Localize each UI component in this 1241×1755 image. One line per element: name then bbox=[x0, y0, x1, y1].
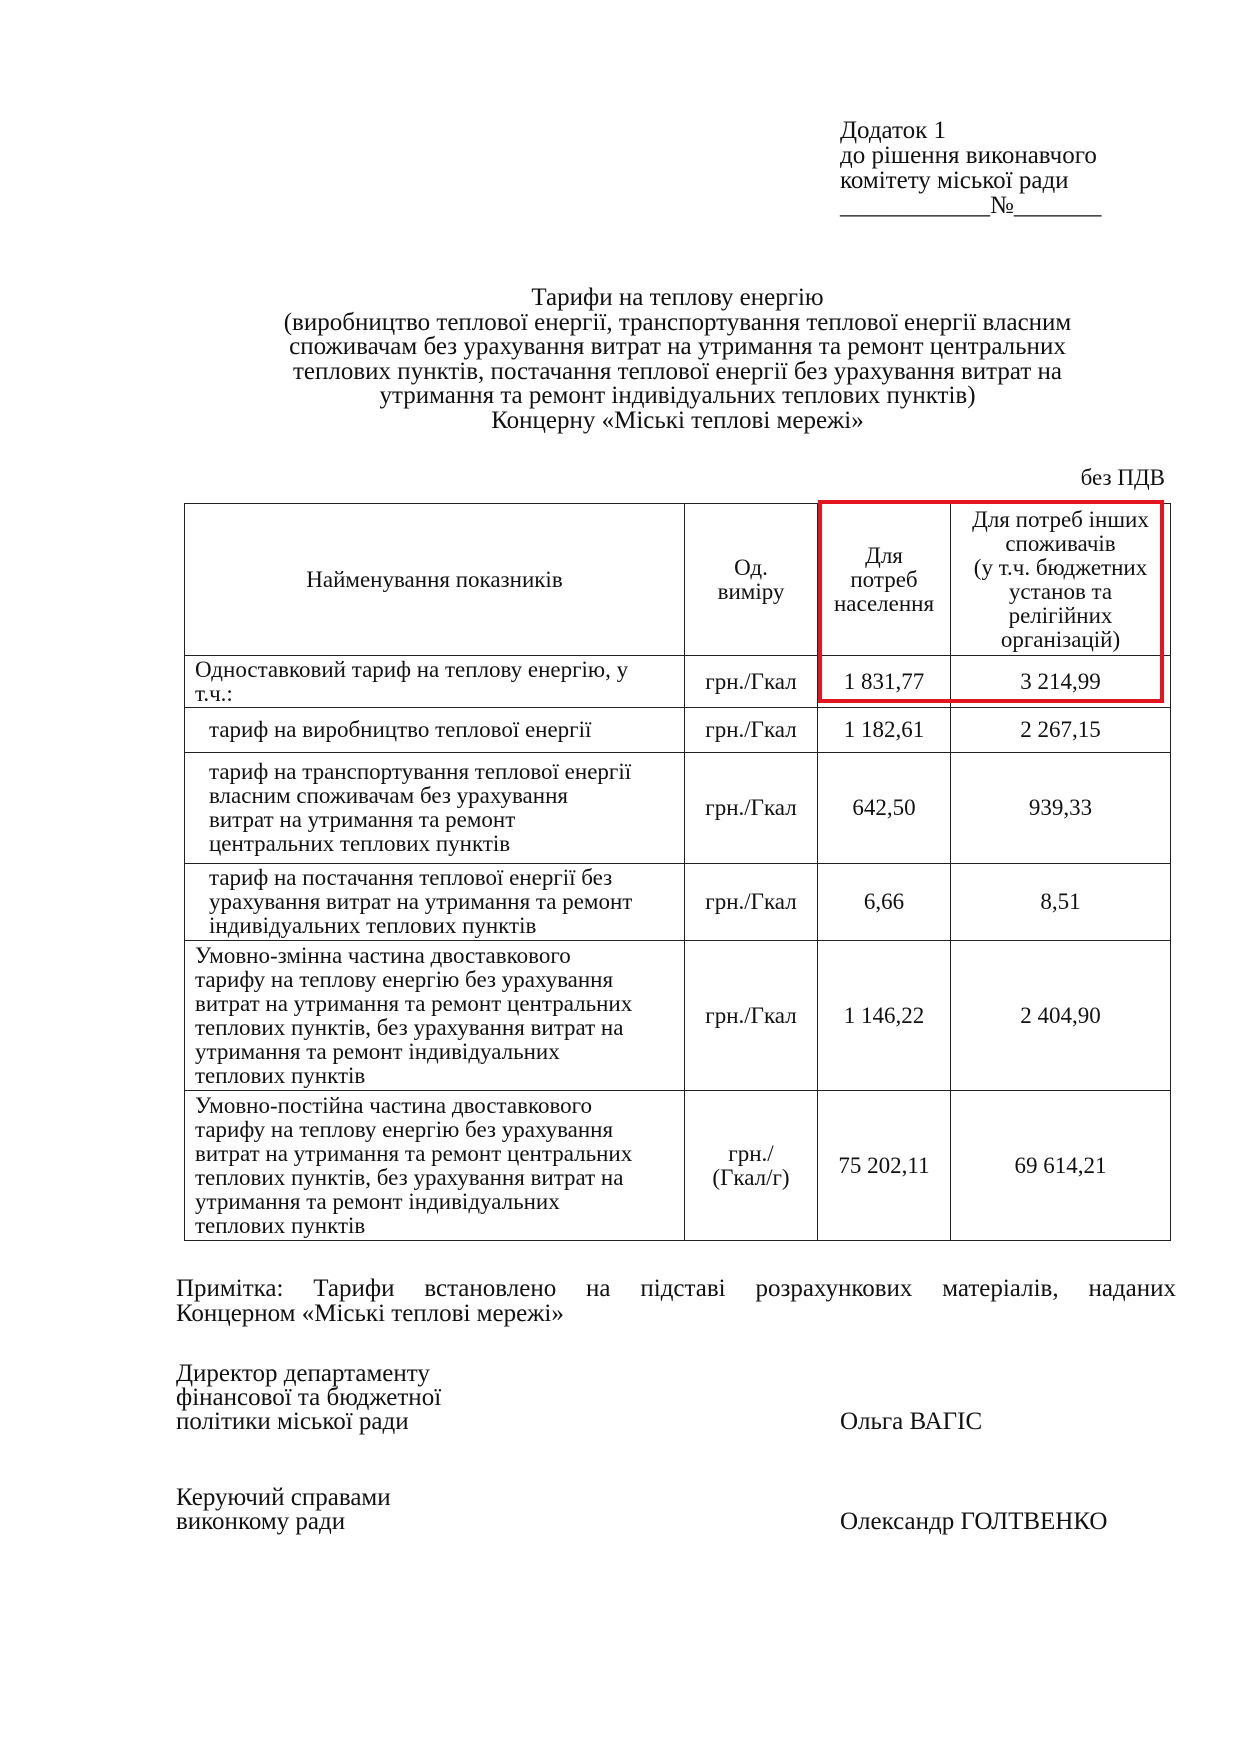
manager-title: Керуючий справами виконкому ради bbox=[176, 1484, 391, 1535]
header-name: Найменування показників bbox=[185, 504, 685, 656]
row-unit: грн./Гкал bbox=[685, 753, 818, 864]
table-row bbox=[185, 864, 1171, 941]
title-line: (виробництво теплової енергії, транспортування теплової енергії власним bbox=[283, 308, 1072, 336]
vat-note: без ПДВ bbox=[1080, 465, 1165, 490]
row-unit: грн./ (Гкал/г) bbox=[685, 1091, 818, 1241]
row-population-value: 1 146,22 bbox=[818, 941, 951, 1091]
table-row bbox=[185, 753, 1171, 864]
header-other-consumers: Для потреб інших споживачів (у т.ч. бюджетних установ та релігійних організацій) bbox=[951, 504, 1171, 656]
row-unit: грн./Гкал bbox=[685, 656, 818, 708]
row-unit: грн./Гкал bbox=[685, 941, 818, 1091]
footnote-line: Примітка: Тарифи встановлено на підставі розрахункових матеріалів, наданих bbox=[176, 1275, 1176, 1302]
title-line: утримання та ремонт індивідуальних теплових пунктів) bbox=[379, 382, 976, 409]
footnote bbox=[176, 1276, 1176, 1326]
annex-block bbox=[840, 118, 1101, 218]
row-others-value: 8,51 bbox=[951, 864, 1171, 941]
row-name: тариф на транспортування теплової енергії власним споживачам без урахування витрат на утримання та ремонт центральних теплових пунктів bbox=[185, 753, 685, 864]
row-name: Умовно-постійна частина двоставкового тарифу на теплову енергію без урахування витрат на утримання та ремонт центральних теплових пунктів, без урахування витрат на утримання та ремонт індивідуальних теплових пунктів bbox=[185, 1091, 685, 1241]
row-name: Одноставковий тариф на теплову енергію, у т.ч.: bbox=[185, 656, 685, 708]
director-title: Директор департаменту фінансової та бюджетної політики міської ради bbox=[176, 1360, 442, 1435]
table-row bbox=[185, 941, 1171, 1091]
table-row bbox=[185, 708, 1171, 753]
annex-line: комітету міської ради bbox=[840, 167, 1069, 194]
row-population-value: 1 831,77 bbox=[818, 656, 951, 708]
manager-name: Олександр ГОЛТВЕНКО bbox=[840, 1508, 1108, 1535]
title-line: Концерну «Міські теплові мережі» bbox=[491, 406, 864, 434]
header-population: Для потреб населення bbox=[818, 504, 951, 656]
row-name: Умовно-змінна частина двоставкового тарифу на теплову енергію без урахування витрат на утримання та ремонт центральних теплових пунктів, без урахування витрат на утримання та ремонт індивідуальних теплових пунктів bbox=[185, 941, 685, 1091]
row-population-value: 75 202,11 bbox=[818, 1091, 951, 1241]
header-unit: Од. виміру bbox=[685, 504, 818, 656]
annex-number-line: ____________№_______ bbox=[840, 192, 1102, 219]
title-line: Тарифи на теплову енергію bbox=[531, 284, 824, 311]
director-name: Ольга ВАГІС bbox=[840, 1408, 983, 1435]
annex-line: до рішення виконавчого bbox=[840, 142, 1097, 169]
tariff-table bbox=[184, 503, 1171, 1241]
row-name: тариф на виробництво теплової енергії bbox=[185, 708, 685, 753]
table-row bbox=[185, 656, 1171, 708]
annex-title: Додаток 1 bbox=[840, 117, 946, 144]
footnote-line: Концерном «Міські теплові мережі» bbox=[176, 1300, 564, 1327]
row-others-value: 2 267,15 bbox=[951, 708, 1171, 753]
title-line: споживачам без урахування витрат на утримання та ремонт центральних bbox=[289, 333, 1066, 360]
row-population-value: 642,50 bbox=[818, 753, 951, 864]
row-population-value: 6,66 bbox=[818, 864, 951, 941]
row-others-value: 2 404,90 bbox=[951, 941, 1171, 1091]
row-others-value: 69 614,21 bbox=[951, 1091, 1171, 1241]
row-others-value: 3 214,99 bbox=[951, 656, 1171, 708]
document-title bbox=[160, 286, 1195, 433]
table-row bbox=[185, 1091, 1171, 1241]
row-name: тариф на постачання теплової енергії без урахування витрат на утримання та ремонт індивідуальних теплових пунктів bbox=[185, 864, 685, 941]
row-unit: грн./Гкал bbox=[685, 864, 818, 941]
title-line: теплових пунктів, постачання теплової енергії без урахування витрат на bbox=[293, 357, 1062, 385]
row-population-value: 1 182,61 bbox=[818, 708, 951, 753]
row-unit: грн./Гкал bbox=[685, 708, 818, 753]
row-others-value: 939,33 bbox=[951, 753, 1171, 864]
table-header-row bbox=[185, 504, 1171, 656]
